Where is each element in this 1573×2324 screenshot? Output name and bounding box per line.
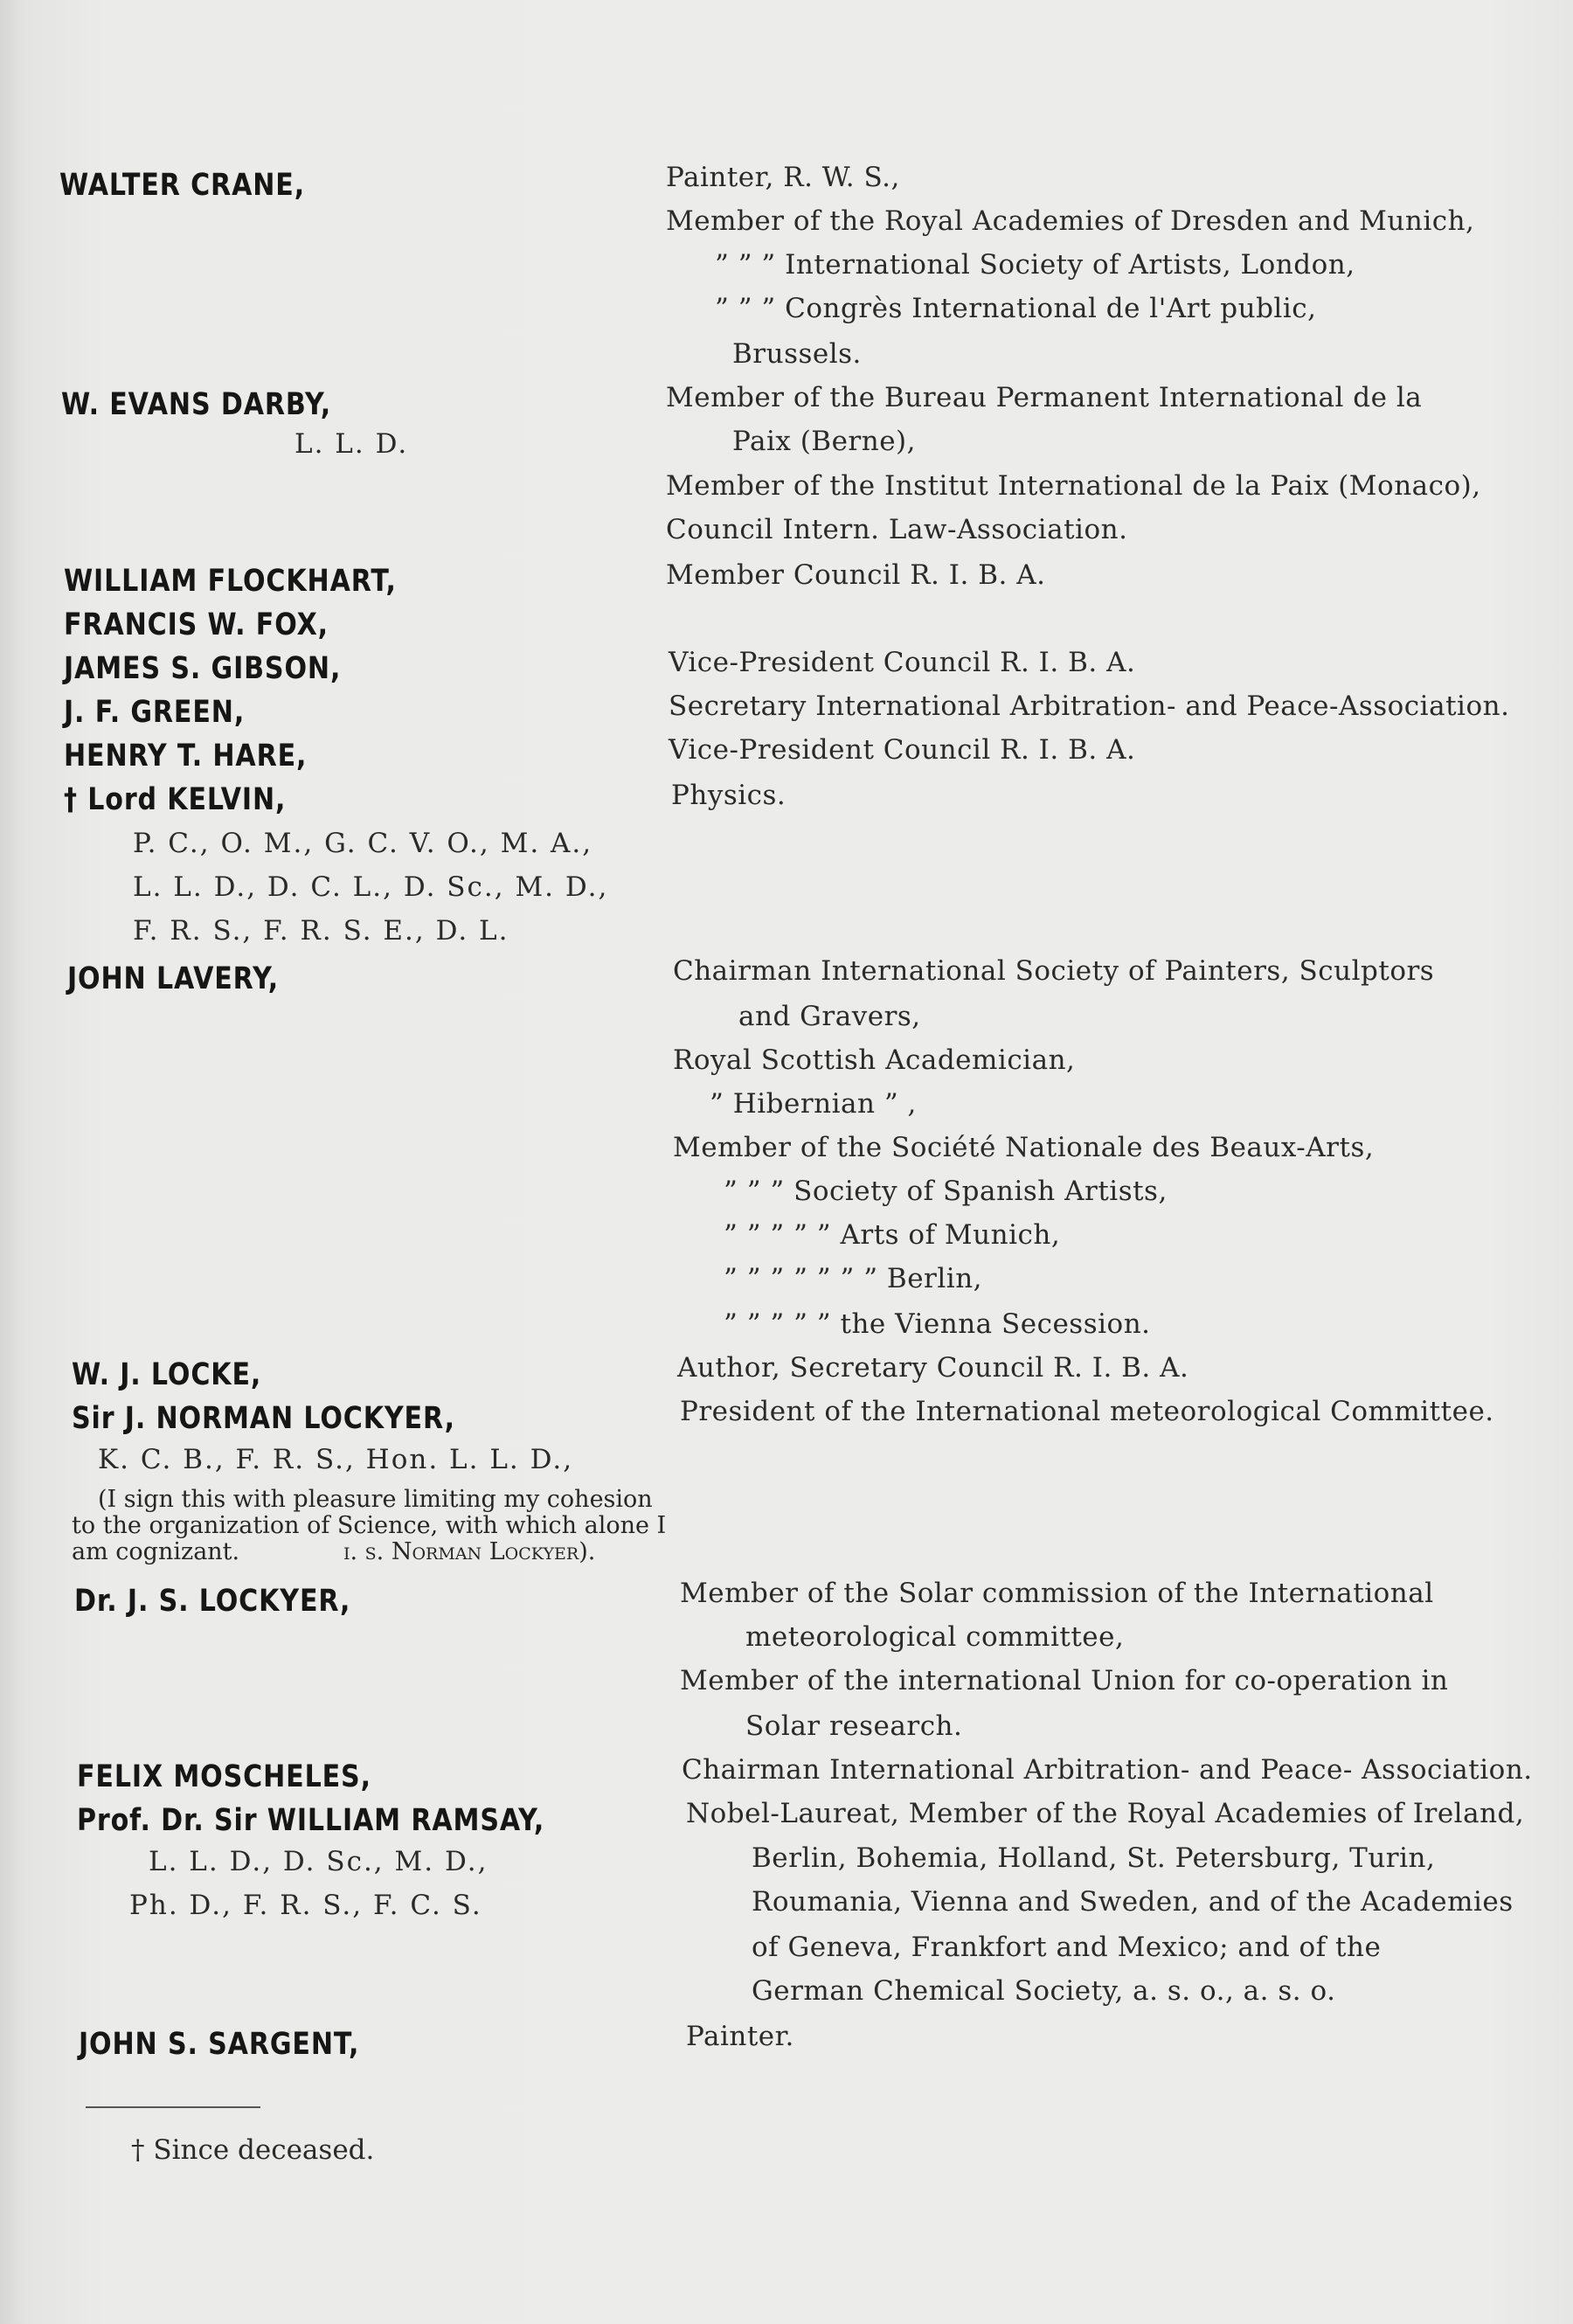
name-sir-j-norman-lockyer: Sir J. NORMAN LOCKYER, [72, 1401, 455, 1436]
lockyer-note-line-2: to the organization of Science, with which alone I [72, 1512, 667, 1539]
desc-crane-5: Brussels. [732, 338, 862, 370]
desc-lavery-2: and Gravers, [738, 1001, 921, 1032]
name-lord-kelvin: † Lord KELVIN, [64, 782, 287, 817]
desc-gibson: Vice-President Council R. I. B. A. [669, 647, 1136, 678]
name-w-evans-darby: W. EVANS DARBY, [61, 387, 332, 422]
name-james-s-gibson: JAMES S. GIBSON, [64, 651, 342, 686]
desc-ramsay-2: Berlin, Bohemia, Holland, St. Petersburg, Turin, [752, 1842, 1436, 1874]
desc-crane-2: Member of the Royal Academies of Dresden and Munich, [666, 205, 1475, 237]
desc-lavery-9: ” ” ” ” ” the Vienna Secession. [724, 1308, 1151, 1340]
credential-ramsay-line-1: L. L. D., D. Sc., M. D., [149, 1846, 489, 1877]
desc-kelvin: Physics. [671, 780, 786, 811]
credential-kelvin-line-1: P. C., O. M., G. C. V. O., M. A., [133, 828, 593, 859]
name-felix-moscheles: FELIX MOSCHELES, [77, 1759, 371, 1794]
desc-crane-1: Painter, R. W. S., [666, 162, 900, 193]
desc-lavery-5: Member of the Société Nationale des Beaux-Arts, [673, 1132, 1375, 1163]
desc-crane-3: ” ” ” International Society of Artists, London, [715, 249, 1355, 281]
desc-lavery-8: ” ” ” ” ” ” ” Berlin, [724, 1263, 983, 1294]
desc-ramsay-1: Nobel-Laureat, Member of the Royal Academies of Ireland, [686, 1798, 1525, 1829]
credential-kelvin-line-3: F. R. S., F. R. S. E., D. L. [133, 915, 509, 947]
credential-darby: L. L. D. [295, 428, 409, 460]
credential-kelvin-line-2: L. L. D., D. C. L., D. Sc., M. D., [133, 871, 609, 903]
name-dr-j-s-lockyer: Dr. J. S. LOCKYER, [74, 1584, 351, 1619]
desc-locke: Author, Secretary Council R. I. B. A. [677, 1352, 1189, 1384]
desc-darby-1: Member of the Bureau Permanent International de la [666, 382, 1423, 413]
desc-lavery-7: ” ” ” ” ” Arts of Munich, [724, 1219, 1061, 1251]
desc-ramsay-3: Roumania, Vienna and Sweden, and of the Academies [752, 1886, 1514, 1918]
desc-flockhart: Member Council R. I. B. A. [666, 559, 1046, 591]
name-walter-crane: WALTER CRANE, [59, 168, 306, 203]
name-w-j-locke: W. J. LOCKE, [72, 1357, 262, 1392]
name-francis-w-fox: FRANCIS W. FOX, [64, 607, 329, 642]
desc-norman-lockyer: President of the International meteorological Committee. [680, 1396, 1494, 1427]
desc-darby-4: Council Intern. Law-Association. [666, 514, 1128, 545]
desc-lavery-6: ” ” ” Society of Spanish Artists, [724, 1176, 1168, 1207]
name-henry-t-hare: HENRY T. HARE, [64, 739, 308, 774]
footnote: † Since deceased. [131, 2134, 375, 2166]
desc-sargent: Painter. [686, 2021, 794, 2052]
name-william-flockhart: WILLIAM FLOCKHART, [64, 564, 397, 599]
credential-norman-lockyer: K. C. B., F. R. S., Hon. L. L. D., [98, 1444, 574, 1475]
desc-lavery-3: Royal Scottish Academician, [673, 1044, 1076, 1076]
desc-js-lockyer-3: Member of the international Union for co-operation in [680, 1665, 1449, 1696]
desc-hare: Vice-President Council R. I. B. A. [669, 734, 1136, 766]
desc-darby-2: Paix (Berne), [732, 426, 916, 457]
desc-js-lockyer-4: Solar research. [745, 1710, 963, 1742]
desc-green: Secretary International Arbitration- and Peace-Association. [669, 690, 1510, 722]
name-william-ramsay: Prof. Dr. Sir WILLIAM RAMSAY, [77, 1803, 545, 1838]
desc-crane-4: ” ” ” Congrès International de l'Art public, [715, 293, 1317, 324]
lockyer-note-signature: i. s. Norman Lockyer). [343, 1538, 596, 1565]
name-j-f-green: J. F. GREEN, [64, 695, 246, 730]
desc-js-lockyer-2: meteorological committee, [745, 1621, 1125, 1653]
desc-ramsay-4: of Geneva, Frankfort and Mexico; and of the [752, 1932, 1382, 1963]
desc-ramsay-5: German Chemical Society, a. s. o., a. s. o. [752, 1975, 1336, 2007]
desc-lavery-4: ” Hibernian ” , [710, 1088, 917, 1120]
desc-lavery-1: Chairman International Society of Painters, Sculptors [673, 955, 1435, 987]
desc-darby-3: Member of the Institut International de la Paix (Monaco), [666, 470, 1481, 502]
lockyer-note-line-3: am cognizant. [72, 1538, 240, 1565]
desc-moscheles: Chairman International Arbitration- and Peace- Association. [682, 1754, 1533, 1786]
lockyer-note-line-1: (I sign this with pleasure limiting my cohesion [98, 1486, 653, 1513]
credential-ramsay-line-2: Ph. D., F. R. S., F. C. S. [129, 1890, 482, 1921]
name-john-lavery: JOHN LAVERY, [67, 961, 280, 996]
footnote-rule [86, 2106, 260, 2108]
desc-js-lockyer-1: Member of the Solar commission of the International [680, 1578, 1434, 1609]
name-john-s-sargent: JOHN S. SARGENT, [79, 2027, 360, 2062]
